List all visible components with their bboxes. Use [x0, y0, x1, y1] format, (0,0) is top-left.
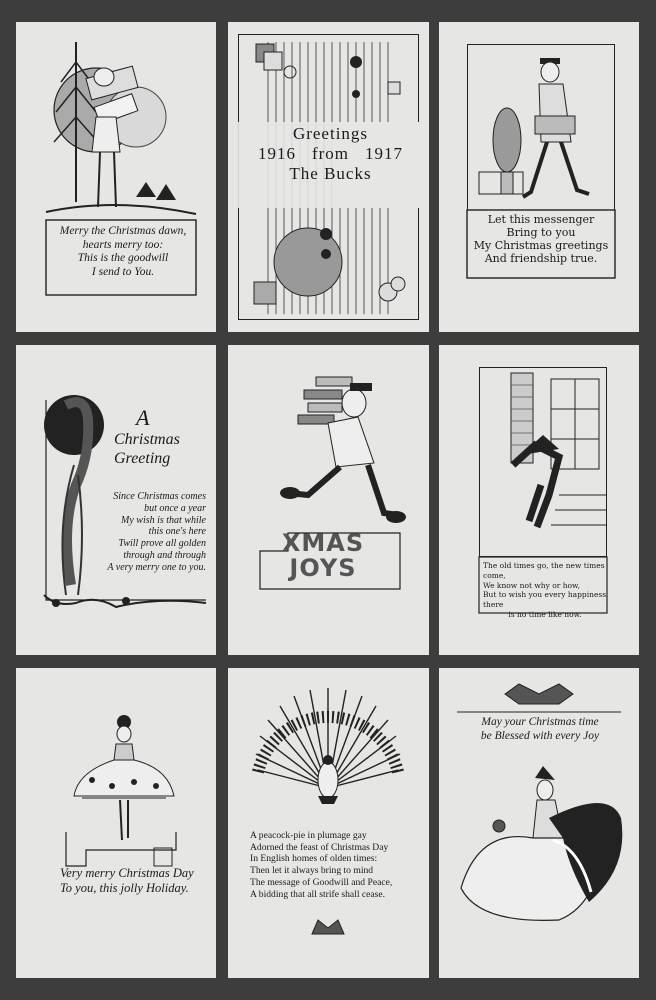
- card8-line-2: Adorned the feast of Christmas Day: [250, 841, 389, 853]
- card4-line-6: through and through: [123, 549, 206, 561]
- card8-line-1: A peacock-pie in plumage gay: [250, 830, 367, 841]
- card3-line-1: Let this messenger: [487, 213, 595, 226]
- card8-line-6: A bidding that all strife shall cease.: [250, 888, 386, 900]
- carrier-illustration: [228, 345, 429, 655]
- girl-parcels-illustration: [16, 22, 216, 332]
- card-greetings-bucks: [228, 22, 429, 332]
- card2-year-1916: 1916: [258, 144, 296, 164]
- card4-heading-greeting: Greeting: [114, 449, 171, 467]
- peacock-illustration: [228, 668, 429, 978]
- card5-sign-joys: JOYS: [289, 554, 357, 583]
- card9-line-1: May your Christmas time: [481, 716, 599, 728]
- card-peacock-pie: [228, 668, 429, 978]
- card3-line-4: And friendship true.: [484, 251, 598, 265]
- card1-line-2: hearts merry too:: [82, 238, 164, 251]
- card-messenger: [439, 22, 639, 332]
- card-girl-with-parcels: [16, 22, 216, 332]
- card7-line-1: Very merry Christmas Day: [60, 866, 194, 880]
- card4-line-5: Twill prove all golden: [118, 538, 206, 550]
- card2-title-greetings: Greetings: [292, 124, 369, 143]
- card1-line-3: This is the goodwill: [77, 252, 169, 265]
- card-old-times: [439, 345, 639, 655]
- card8-line-5: The message of Goodwill and Peace,: [250, 876, 393, 888]
- card3-line-2: Bring to you: [506, 225, 576, 239]
- card-lady-gown: [439, 668, 639, 978]
- card1-line-1: Merry the Christmas dawn,: [59, 225, 187, 237]
- card6-line-2: We know not why or how,: [483, 580, 580, 590]
- card6-line-4: is no time like now.: [508, 609, 582, 619]
- card4-line-2: but once a year: [144, 502, 206, 514]
- card4-heading-a: A: [136, 405, 150, 430]
- card-parrot-greeting: [16, 345, 216, 655]
- card2-the-bucks: The Bucks: [289, 164, 372, 184]
- card6-line-1: The old times go, the new times come,: [483, 561, 605, 580]
- card6-line-3: But to wish you every happiness there: [483, 590, 607, 609]
- card9-line-2: be Blessed with every Joy: [480, 729, 600, 742]
- card2-year-1917: 1917: [364, 144, 403, 164]
- card-dancing-girl: [16, 668, 216, 978]
- lady-gown-illustration: [439, 668, 639, 978]
- dancing-girl-illustration: [16, 668, 216, 978]
- messenger-illustration: [439, 22, 639, 332]
- card5-sign-xmas: XMAS: [281, 529, 365, 557]
- card4-line-1: Since Christmas comes: [113, 491, 206, 502]
- card8-line-4: Then let it always bring to mind: [250, 865, 374, 877]
- card3-line-3: My Christmas greetings: [473, 238, 609, 252]
- card7-line-2: To you, this jolly Holiday.: [60, 880, 189, 895]
- card-xmas-joys: [228, 345, 429, 655]
- card2-from: from: [311, 144, 350, 164]
- card1-line-4: I send to You.: [91, 265, 155, 278]
- card4-line-3: My wish is that while: [121, 514, 206, 526]
- card8-line-3: In English homes of olden times:: [250, 853, 378, 865]
- card4-line-4: this one's here: [148, 526, 206, 538]
- card4-line-7: A very merry one to you.: [107, 561, 206, 573]
- card4-heading-christmas: Christmas: [114, 430, 180, 448]
